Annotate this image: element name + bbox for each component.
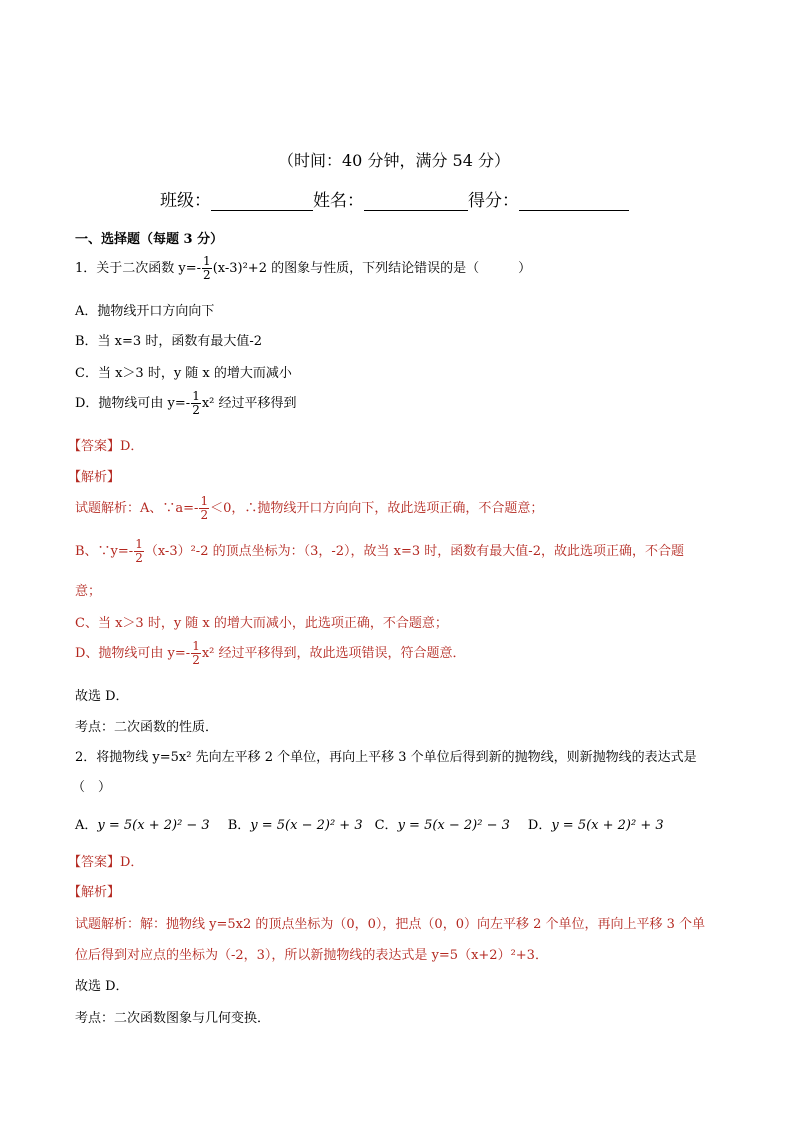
q1-exp-line2-cont: 意； [75, 584, 102, 599]
q1-option-d [75, 390, 297, 417]
fraction-denominator: 2 [192, 403, 200, 417]
q2-point: 考点：二次函数图象与几何变换． [75, 1011, 271, 1026]
q2-option-c-label: C． [374, 818, 398, 833]
score-blank[interactable] [519, 192, 629, 211]
q1-stem-text-b: (x-3)²+2 的图象与性质，下列结论错误的是（ ） [212, 261, 532, 276]
q1-stem [75, 255, 531, 282]
fraction-denominator: 2 [192, 653, 200, 667]
q2-option-d-label: D． [527, 818, 552, 833]
q2-analysis-title: 【解析】 [68, 885, 121, 900]
q2-option-a-label: A． [75, 818, 98, 833]
fraction-numerator: 1 [135, 537, 143, 551]
q2-options [75, 814, 664, 833]
score-label: 得分： [468, 191, 519, 211]
q2-stem-line1: 2．将抛物线 y=5x² 先向左平移 2 个单位，再向上平移 3 个单位后得到新的抛物线，则新抛物线的表达式是 [75, 750, 697, 765]
fraction-denominator: 2 [135, 551, 143, 565]
q2-stem-line2: （ ） [72, 780, 112, 795]
q1-exp1-fraction [199, 495, 209, 522]
q1-exp2-fraction [134, 538, 144, 565]
q2-answer: 【答案】D． [68, 855, 144, 870]
q1-exp2-text-a: B、∵y=- [75, 544, 134, 559]
q2-option-c: y = 5(x − 2)² − 3 [397, 818, 510, 833]
q1-exp1-text-a: 试题解析：A、∵a=- [75, 501, 199, 516]
class-blank[interactable] [211, 192, 313, 211]
fraction-numerator: 1 [192, 639, 200, 653]
q1-exp-line4 [75, 640, 466, 667]
q1-option-c: C．当 x＞3 时，y 随 x 的增大而减小 [75, 366, 292, 381]
q1-exp2-text-b: （x-3）²-2 的顶点坐标为：（3，-2），故当 x=3 时，函数有最大值-2，故此选项正确，不合题 [144, 544, 684, 559]
q1-exp4-fraction [191, 640, 201, 667]
q1-exp4-text-b: x² 经过平移得到，故此选项错误，符合题意． [201, 646, 466, 661]
q1-exp-line2 [75, 538, 684, 565]
q1-exp4-text-a: D、抛物线可由 y=- [75, 646, 191, 661]
class-label: 班级： [160, 191, 211, 211]
q1-option-d-text-a: D．抛物线可由 y=- [75, 396, 191, 411]
name-blank[interactable] [364, 192, 468, 211]
fraction-denominator: 2 [200, 508, 209, 522]
q1-exp-line3: C、当 x＞3 时，y 随 x 的增大而减小，此选项正确，不合题意； [75, 616, 448, 631]
q1-option-d-fraction [191, 390, 201, 417]
q1-option-d-text-b: x² 经过平移得到 [201, 396, 297, 411]
q2-option-a: y = 5(x + 2)² − 3 [97, 818, 210, 833]
q2-exp-line2: 位后得到对应点的坐标为（-2，3），所以新抛物线的表达式是 y=5（x+2）²+3． [75, 948, 548, 963]
fraction-numerator: 1 [200, 494, 209, 508]
q1-analysis-title: 【解析】 [68, 470, 121, 485]
q2-exp-line1: 试题解析：解：抛物线 y=5x2 的顶点坐标为（0，0），把点（0，0）向左平移 2 个单位，再向上平移 3 个单 [75, 917, 706, 932]
q1-choose: 故选 D． [75, 689, 129, 704]
q2-choose: 故选 D． [75, 979, 129, 994]
q1-point: 考点：二次函数的性质． [75, 720, 219, 735]
q1-option-b: B．当 x=3 时，函数有最大值-2 [75, 334, 262, 349]
q1-answer: 【答案】D． [68, 439, 144, 454]
fraction-numerator: 1 [192, 389, 200, 403]
q1-exp-line1 [75, 495, 543, 522]
q1-option-a: A．抛物线开口方向向下 [75, 304, 215, 319]
fraction-numerator: 1 [203, 254, 211, 268]
fraction-denominator: 2 [203, 268, 211, 282]
q2-option-b-label: B． [227, 818, 251, 833]
q1-exp1-text-b: ＜0，∴抛物线开口方向向下，故此选项正确，不合题意； [210, 501, 544, 516]
info-line [160, 186, 629, 211]
q2-option-d: y = 5(x + 2)² + 3 [551, 818, 664, 833]
section-title: 一、选择题（每题 3 分） [75, 232, 224, 247]
q1-fraction [202, 255, 212, 282]
name-label: 姓名： [313, 191, 364, 211]
q2-option-b: y = 5(x − 2)² + 3 [250, 818, 363, 833]
q1-stem-text-a: 1．关于二次函数 y=- [75, 261, 202, 276]
time-info: （时间：40 分钟，满分 54 分） [278, 151, 510, 170]
